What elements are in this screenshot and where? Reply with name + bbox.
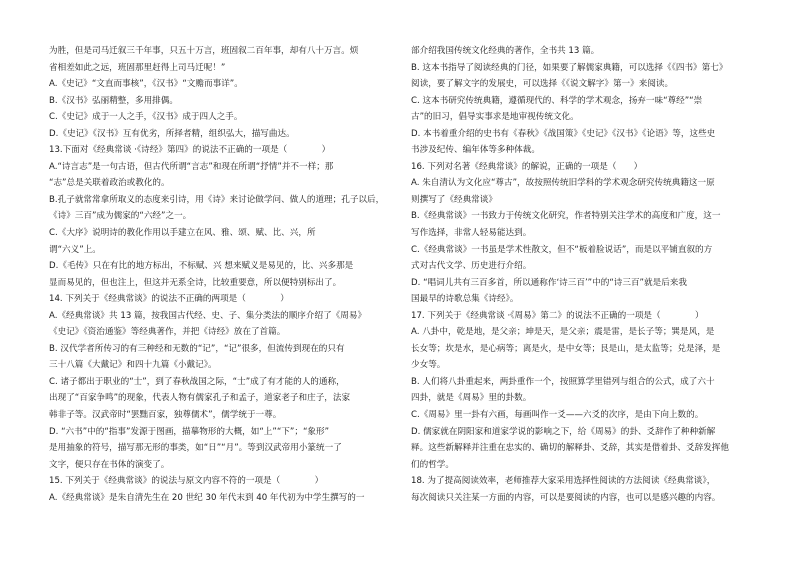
left-column-line: 《史记》《资治通鉴》等经典著作，并把《诗经》放在了首篇。 (49, 327, 286, 338)
left-column-line: 三十八篇《大戴记》和四十九篇《小戴记》。 (49, 360, 217, 371)
right-column-line: 释。这些新解释并注重在忠实的、确切的解释卦、爻辞，其实是借着卦、爻辞发挥他 (411, 443, 729, 454)
left-column-line: 谓“六义”上。 (49, 244, 101, 255)
left-column-line: B.孔子就常常拿所取义的态度来引诗，用《诗》来讨论做学问、做人的道理；孔子以后， (49, 194, 385, 205)
left-column-line: 显而易见的，但也注上，但这并无系全诗，比较重要意，所以便特别标出了。 (49, 277, 342, 288)
left-column-line: A.《经典常谈》是朱自清先生在 20 世纪 30 年代末到 40 年代初为中学生撰写的一 (49, 492, 365, 503)
left-column-line: 韩非子等。汉武帝时“罢黜百家，独尊儒术”，儒学统于一尊。 (49, 410, 282, 421)
left-column-line: D. “六书”中的“指事”发源于图画，描摹物形的大概，如“上”“下”；“象形” (49, 426, 330, 437)
left-column-line: 14. 下列关于《经典常谈》的说法不正确的两项是（ ） (49, 294, 289, 305)
left-column-line: D.《毛传》只在有比的地方标出，不标赋、兴 想来赋义是易见的，比、兴多那是 (49, 261, 354, 272)
left-column-line: A.《经典常谈》共 13 篇，按我国古代经、史、子、集分类法的顺序介绍了《周易》 (49, 310, 367, 321)
left-column-line: 《诗》三百”成为儒家的“六经”之一。 (49, 211, 192, 222)
right-column-line: 长女等；坎是水，是心病等；离是火，是中女等；艮是山，是太监等；兑是泽，是 (411, 343, 721, 354)
right-column-line: 16. 下列对名著《经典常谈》的解说，正确的一项是（ ） (411, 161, 643, 172)
right-column-line: A. 朱自清认为文化应“尊古”，故按照传统旧学科的学术观念研究传统典籍这一原 (411, 178, 715, 189)
left-column-line: A.“诗言志”是一句古语，但古代所谓“言志”和现在所谓“抒情”并不一样；那 (49, 161, 334, 172)
right-column-line: 们的哲学。 (411, 459, 454, 470)
left-column-line: 是用抽象的符号，描写那无形的事类，如“日”“月”。等到汉武帝用小篆统一了 (49, 443, 342, 454)
left-column-line: B.《汉书》弘丽精整，多用排偶。 (49, 95, 178, 106)
left-column-line: C.《史记》成于一人之手，《汉书》成于四人之手。 (49, 112, 243, 123)
right-column-line: 阅读，要了解文字的发展史，可以选择《《说文解字》第一》来阅读。 (411, 79, 674, 90)
right-column-line: 国最早的诗歌总集《诗经》。 (411, 294, 519, 305)
left-column-line: D.《史记》《汉书》互有优劣，所择者精，组织弘大，描写曲达。 (49, 128, 295, 139)
right-column-line: D. “唱词儿共有三百多首，所以通称作‘诗三百’”中的“诗三百”就是后来我 (411, 277, 687, 288)
left-column-line: 为胜，但是司马迁叙三千年事，只五十万言，班固叙二百年事，却有八十万言。烦 (49, 46, 359, 56)
left-column-line: C.《大序》说明诗的教化作用以手建立在风、雅、颂、赋、比、兴，所 (49, 228, 316, 239)
right-column-line: 17. 下列关于《经典常谈 ·《周易》第二》的说法不正确的一项是（ ） (411, 310, 704, 321)
left-column-line: 13.下面对《经典常谈 ·《诗经》第四》的说法不正确的一项是（ ） (49, 145, 331, 156)
right-column-line: C. 这本书研究传统典籍，遵循现代的、科学的学术观念，扬弃一味“尊经”“崇 (411, 95, 703, 106)
right-column-line: B. 这本书指导了阅读经典的门径，如果要了解儒家典籍，可以选择《《四书》第七》 (411, 62, 728, 73)
right-column-line: 书涉及纪传、编年体等多种体裁。 (411, 145, 540, 156)
left-column-line: 15. 下列关于《经典常谈》的说法与原文内容不符的一项是（ ） (49, 476, 324, 487)
left-column-line: 省相差如此之远，班固那里赶得上司马迁呢！” (49, 62, 226, 73)
right-column-line: 部介绍我国传统文化经典的著作，全书共 13 篇。 (411, 46, 600, 56)
right-column-line: A. 八卦中，乾是地，是父亲；坤是天，是父亲；震是雷，是长子等；巽是风，是 (411, 327, 715, 338)
right-column-line: 古”的旧习，倡导实事求是地审视传统文化。 (411, 112, 579, 123)
right-column-line: D. 本书着重介绍的史书有《春秋》《战国策》《史记》《汉书》《论语》等，这些史 (411, 128, 716, 139)
left-column-line: “志”总是关联着政治或教化的。 (49, 178, 170, 189)
right-column-line: B. 人们将八卦重起来，两卦重作一个，按照算学里错列与组合的公式，成了六十 (411, 376, 715, 387)
right-column-line: 每次阅读只关注某一方面的内容，可以是要阅读的内容，也可以是感兴趣的内容。 (411, 492, 721, 503)
right-column-line: C.《经典常谈》一书虽是学术性散文，但不“板着脸说话”，而是以平铺直叙的方 (411, 244, 713, 255)
left-column-line: 出现了“百家争鸣”的现象，代表人物有儒家孔子和孟子，道家老子和庄子，法家 (49, 393, 351, 404)
left-column-line: C. 诸子都出于职业的“士”，到了春秋战国之际，“士”成了有才能的人的通称， (49, 376, 345, 387)
right-column-line: 写作选择，非常人轻易能达到。 (411, 228, 532, 239)
right-column-line: 18. 为了提高阅读效率，老师推荐大家采用选择性阅读的方法阅读《经典常谈》， (411, 476, 716, 487)
right-column-line: B.《经典常谈》一书致力于传统文化研究，作者特别关注学术的高度和广度，这一 (411, 211, 721, 222)
right-column-line: 四卦，就是《周易》里的卦数。 (411, 393, 532, 404)
right-column-line: 式对古代文学、历史进行介绍。 (411, 261, 532, 272)
right-column-line: 则撰写了《经典常谈》 (411, 194, 497, 205)
left-column-line: B. 汉代学者所传习的有三种经和无数的“记”，“记”很多，但流传到现在的只有 (49, 343, 345, 354)
left-column-line: 文字，便只存在书体的演变了。 (49, 459, 170, 470)
right-column-line: D. 儒家就在阴阳家和道家学说的影响之下，给《周易》的卦、爻辞作了种种新解 (411, 426, 716, 437)
right-column (411, 43, 763, 506)
right-column-line: C.《周易》里一卦有六画，每画叫作一爻——六爻的次序，是由下向上数的。 (411, 410, 704, 421)
right-column-line: 少女等。 (411, 360, 446, 371)
left-column-line: A.《史记》“文直而事核”，《汉书》“文赡而事详”。 (49, 79, 243, 90)
left-column (49, 43, 401, 506)
